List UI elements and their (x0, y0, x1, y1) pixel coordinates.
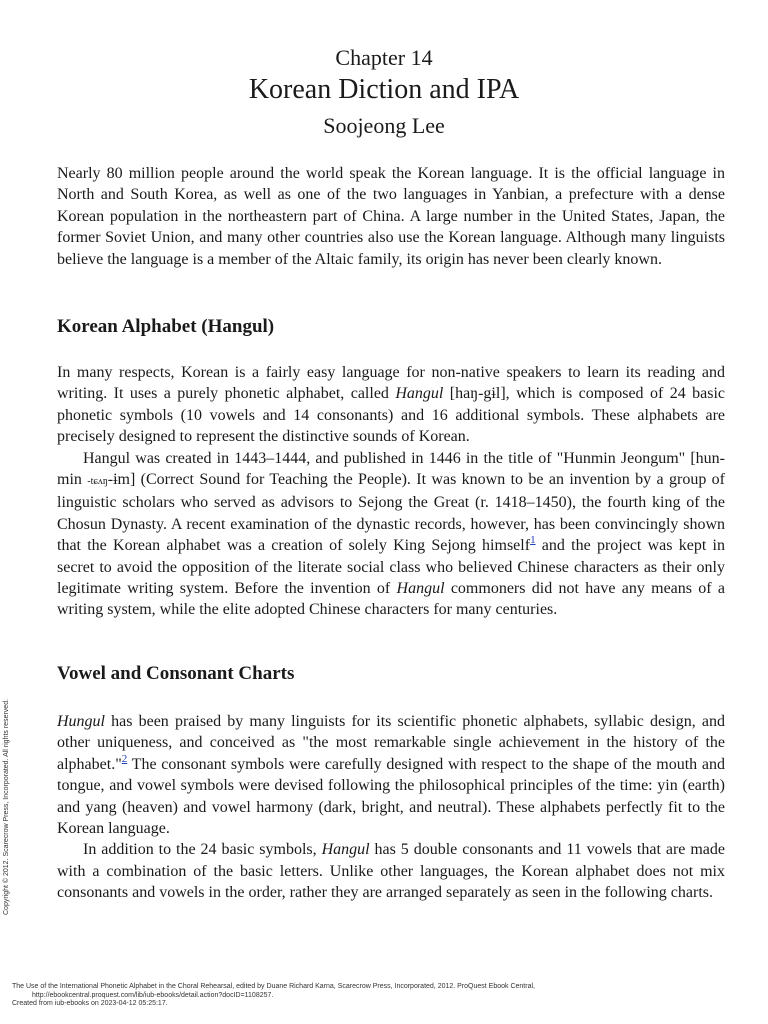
paragraph: Hangul was created in 1443–1444, and published in 1446 in the title of "Hunmin Jeongum" [hun-min -tɕʌŋ-ɨm] (Correct Sound for Teaching the People). It was known to be an invention by a group of linguistic scholars who served as advisors to Sejong the Great (r. 1418–1450), the fourth king of the Chosun Dynasty. A recent examination of the dynastic records, however, has been convincingly shown that the Korean alphabet was a creation of solely King Sejong himself$^1$ and the project was kept in secret to avoid the opposition of the literate social class who believed Chinese characters as their only legitimate writing system. Before the invention of Hangul commoners did not have any means of a writing system, while the elite adopted Chinese characters for many centuries. (57, 449, 726, 619)
footer-url: http://ebookcentral.proquest.com/lib/iub-ebooks/detail.action?docID=1108257. (32, 991, 274, 999)
intro-paragraph: Nearly 80 million people around the world speak the Korean language. It is the official language in North and South Korea, as well as one of the two languages in Yanbian, a prefecture with a dense Korean population in the northeastern part of China. A large number in the United States, Japan, the former Soviet Union, and many other countries also use the Korean language. Although many linguists believe the language is a member of the Altaic family, its origin has never been clearly known. (57, 165, 725, 268)
footer-citation: The Use of the International Phonetic Alphabet in the Choral Rehearsal, edited by Duane Richard Karna, Scarecrow Press, Incorporated, 2012. ProQuest Ebook Central, (12, 983, 535, 990)
paragraph: Hungul has been praised by many linguists for its scientific phonetic alphabets, syllabic design, and other uniqueness, and conceived as "the most remarkable single achievement in the history of the alphabet."$^2$ The consonant symbols were carefully designed with respect to the shape of the mouth and tongue, and vowel symbols were devised following the philosophical principles of the time: yin (earth) and yang (heaven) and vowel harmony (dark, bright, and neutral). These alphabets perfectly fit to the Korean language. (57, 713, 725, 838)
section-charts-body (57, 711, 725, 904)
chapter-author: Soojeong Lee (323, 113, 445, 138)
section-hangul-body (57, 362, 725, 621)
chapter-number: Chapter 14 (335, 45, 433, 70)
margin-copyright-notice: Copyright © 2012. Scarecrow Press, Incorporated. All rights reserved. (3, 698, 10, 915)
footnote-link-1[interactable]: 1 (530, 534, 536, 547)
footnote-link-2[interactable]: 2 (121, 752, 128, 765)
footer-created: Created from iub-ebooks on 2023-04-12 05:25:17. (12, 1000, 168, 1007)
intro-paragraph-block (57, 163, 725, 270)
section-heading-charts: Vowel and Consonant Charts (57, 663, 295, 684)
paragraph: In many respects, Korean is a fairly easy language for non-native speakers to learn its reading and writing. It uses a purely phonetic alphabet, called Hangul [haŋ-gɨl], which is composed of 24 basic phonetic symbols (10 vowels and 14 consonants) and 16 additional symbols. These alphabets are precisely designed to represent the distinctive sounds of Korean. (57, 364, 725, 446)
chapter-title: Korean Diction and IPA (248, 74, 520, 105)
section-heading-hangul: Korean Alphabet (Hangul) (57, 316, 275, 337)
page-footer (12, 983, 752, 1009)
paragraph: In addition to the 24 basic symbols, Hangul has 5 double consonants and 11 vowels that are made with a combination of the basic letters. Unlike other languages, the Korean alphabet does not mix consonants and vowels in the order, rather they are arranged separately as seen in the following charts. (57, 841, 725, 902)
